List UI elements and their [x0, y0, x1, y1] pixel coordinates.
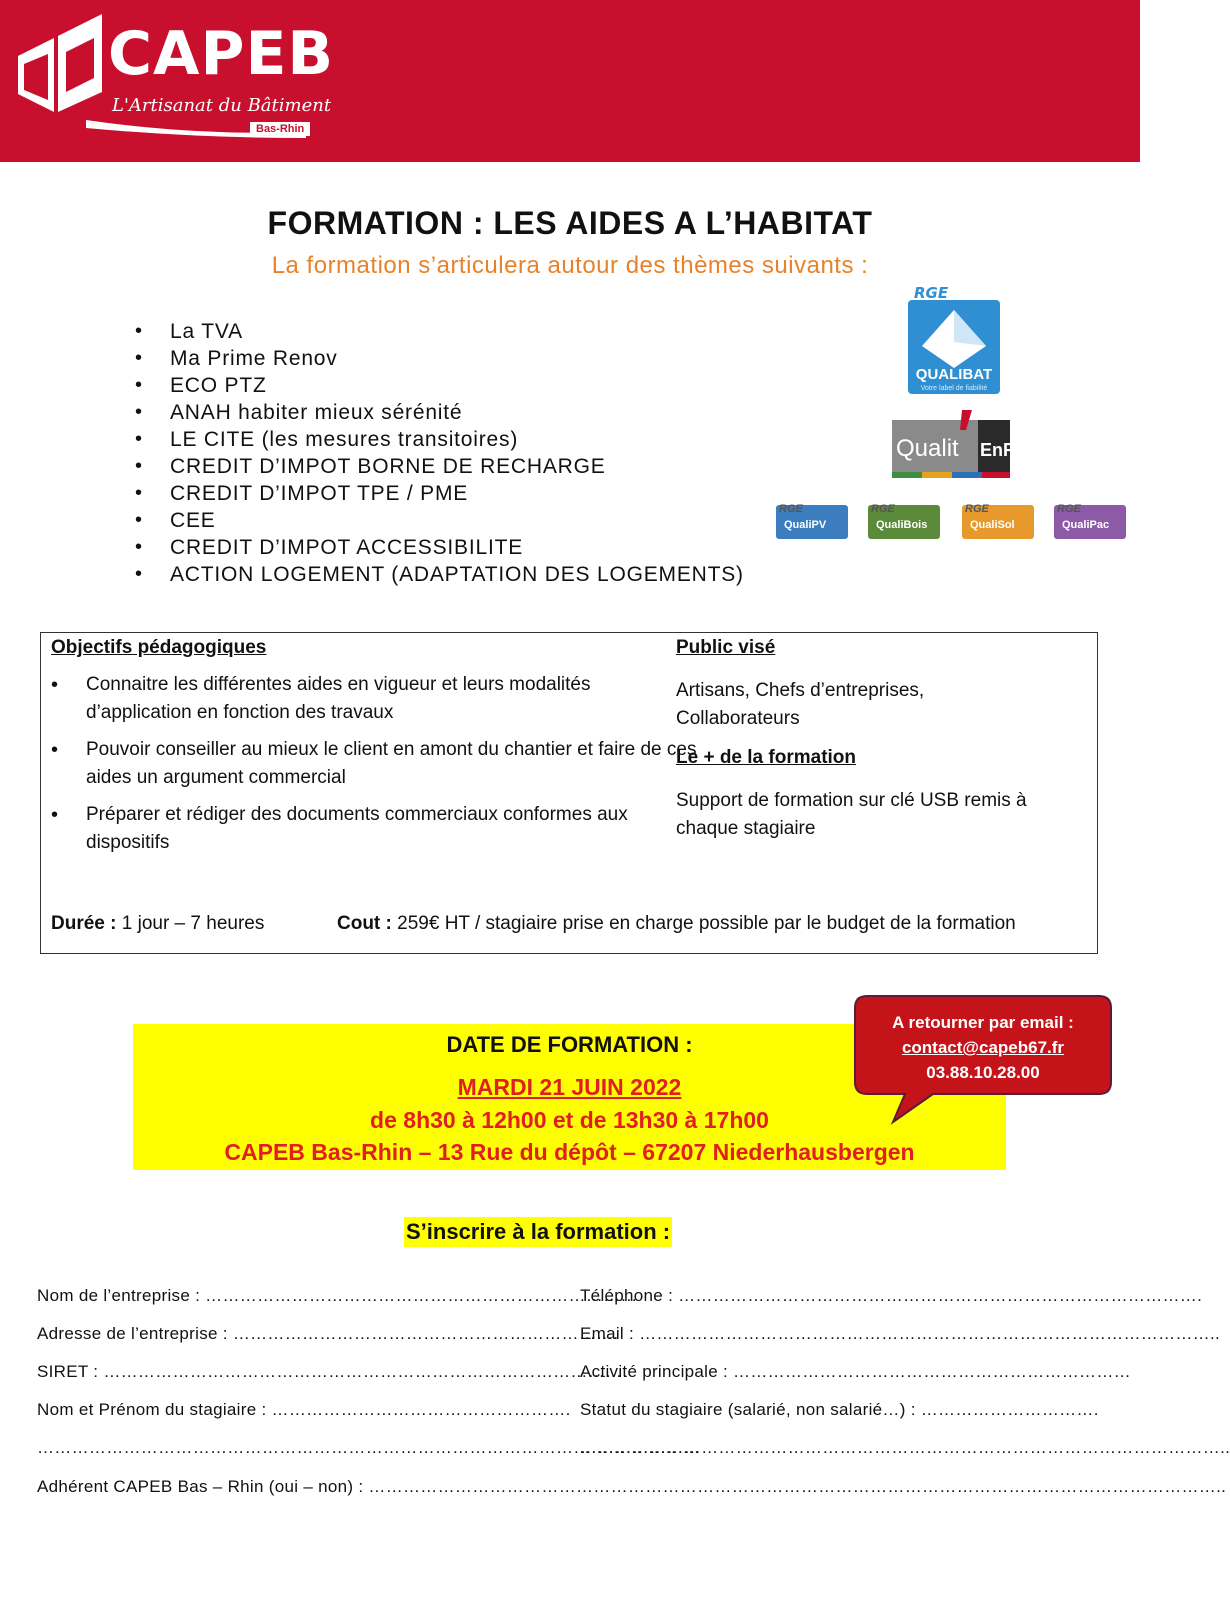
qualibat-rge-label: RGE	[914, 284, 949, 302]
badge-rge: RGE	[1057, 503, 1081, 515]
list-item: • ACTION LOGEMENT (ADAPTATION DES LOGEMENTS)	[135, 561, 744, 588]
badge-rge: RGE	[779, 503, 803, 515]
capeb-logo-icon	[14, 8, 102, 112]
list-item: • ECO PTZ	[135, 372, 744, 399]
badge-rge: RGE	[871, 503, 895, 515]
phone-field[interactable]: Téléphone : ……………………………………………………………………………….	[580, 1286, 1203, 1305]
objectives-list	[51, 671, 701, 866]
callout-line: A retourner par email :	[892, 1013, 1074, 1032]
date-place: CAPEB Bas-Rhin – 13 Rue du dépôt – 67207 Niederhausbergen	[224, 1139, 915, 1165]
badge-name: QualiBois	[876, 519, 928, 531]
qualit-enr-icon	[892, 410, 1016, 484]
callout-phone: 03.88.10.28.00	[926, 1063, 1040, 1082]
page-title: FORMATION : LES AIDES A L’HABITAT	[267, 205, 873, 241]
page-subtitle: La formation s’articulera autour des thèmes suivants :	[271, 252, 869, 279]
badge-name: QualiSol	[970, 519, 1015, 531]
list-item: • Ma Prime Renov	[135, 345, 744, 372]
duration-value: 1 jour – 7 heures	[116, 913, 265, 934]
email-field[interactable]: Email : ………………………………………………………………………………………..	[580, 1324, 1221, 1343]
cost	[337, 913, 1016, 935]
duration	[51, 913, 264, 935]
themes-list	[135, 318, 744, 588]
address-field[interactable]: Adresse de l’entreprise : ………………………………………………………….	[37, 1324, 619, 1343]
plus-heading: Le + de la formation	[676, 747, 857, 768]
trainee-name-field[interactable]: Nom et Prénom du stagiaire : …………………………………………….	[37, 1400, 571, 1419]
member-field[interactable]: Adhérent CAPEB Bas – Rhin (oui – non) : …………………………………………………………………………………………………………………………………..	[37, 1477, 1227, 1496]
activity-field[interactable]: Activité principale : ……………………………………………………………	[580, 1362, 1131, 1381]
plus-text: Support de formation sur clé USB remis à chaque stagiaire	[676, 790, 1027, 839]
brand-name: CAPEB	[108, 19, 335, 89]
badge-rge: RGE	[965, 503, 989, 515]
blank-right-field[interactable]: …………………………………………………………………………………………………..	[580, 1438, 1230, 1457]
company-name-field[interactable]: Nom de l’entreprise : …………………………………………………………………	[37, 1286, 638, 1305]
brand-region: Bas-Rhin	[250, 122, 310, 136]
brand-tagline: L'Artisanat du Bâtiment	[112, 95, 332, 116]
date-heading: DATE DE FORMATION :	[446, 1032, 693, 1057]
list-item: • La TVA	[135, 318, 744, 345]
cost-value: 259€ HT / stagiaire prise en charge possible par le budget de la formation	[391, 913, 1016, 934]
public-heading: Public visé	[676, 637, 776, 658]
qualibois-badge	[868, 505, 940, 539]
date-day: MARDI 21 JUIN 2022	[457, 1074, 682, 1100]
list-item: • CREDIT D’IMPOT ACCESSIBILITE	[135, 534, 744, 561]
qualipac-badge	[1054, 505, 1126, 539]
callout-email-link[interactable]: contact@capeb67.fr	[901, 1038, 1065, 1057]
duration-label: Durée :	[51, 913, 117, 934]
header-banner	[0, 0, 1140, 162]
objectives-heading: Objectifs pédagogiques	[51, 637, 267, 658]
public-text: Artisans, Chefs d’entreprises, Collaborateurs	[676, 680, 925, 729]
list-item: • CEE	[135, 507, 744, 534]
list-item: • CREDIT D’IMPOT BORNE DE RECHARGE	[135, 453, 744, 480]
qualisol-badge	[962, 505, 1034, 539]
badge-name: QualiPac	[1062, 519, 1110, 531]
qualibat-rge-icon	[906, 284, 1002, 396]
list-item: • CREDIT D’IMPOT TPE / PME	[135, 480, 744, 507]
objectives-box	[40, 632, 1098, 954]
trainee-status-field[interactable]: Statut du stagiaire (salarié, non salarié…) : ………………………….	[580, 1400, 1099, 1419]
badge-name: QualiPV	[784, 519, 827, 531]
list-item: • Connaitre les différentes aides en vigueur et leurs modalités d’application en fonction des travaux	[51, 671, 701, 727]
qualibat-sub-label: Votre label de fiabilité	[920, 385, 988, 392]
siret-field[interactable]: SIRET : ……………………………………………………………………………….	[37, 1362, 628, 1381]
qualit-label: Qualit	[896, 435, 959, 462]
callout-text	[853, 1010, 1113, 1085]
list-item: • Pouvoir conseiller au mieux le client en amont du chantier et faire de ces aides un argument commercial	[51, 736, 701, 792]
qualibat-label: QUALIBAT	[915, 366, 993, 383]
cost-label: Cout :	[337, 913, 392, 934]
list-item: • LE CITE (les mesures transitoires)	[135, 426, 744, 453]
inscription-heading: S’inscrire à la formation :	[404, 1217, 672, 1247]
list-item: • Préparer et rédiger des documents commerciaux conformes aux dispositifs	[51, 801, 701, 857]
qualipv-badge	[776, 505, 848, 539]
enr-label: EnR	[980, 440, 1016, 460]
list-item: • ANAH habiter mieux sérénité	[135, 399, 744, 426]
blank-left-field[interactable]: …………………………………………………………………………………………………….	[37, 1438, 700, 1457]
date-hours: de 8h30 à 12h00 et de 13h30 à 17h00	[370, 1107, 769, 1133]
